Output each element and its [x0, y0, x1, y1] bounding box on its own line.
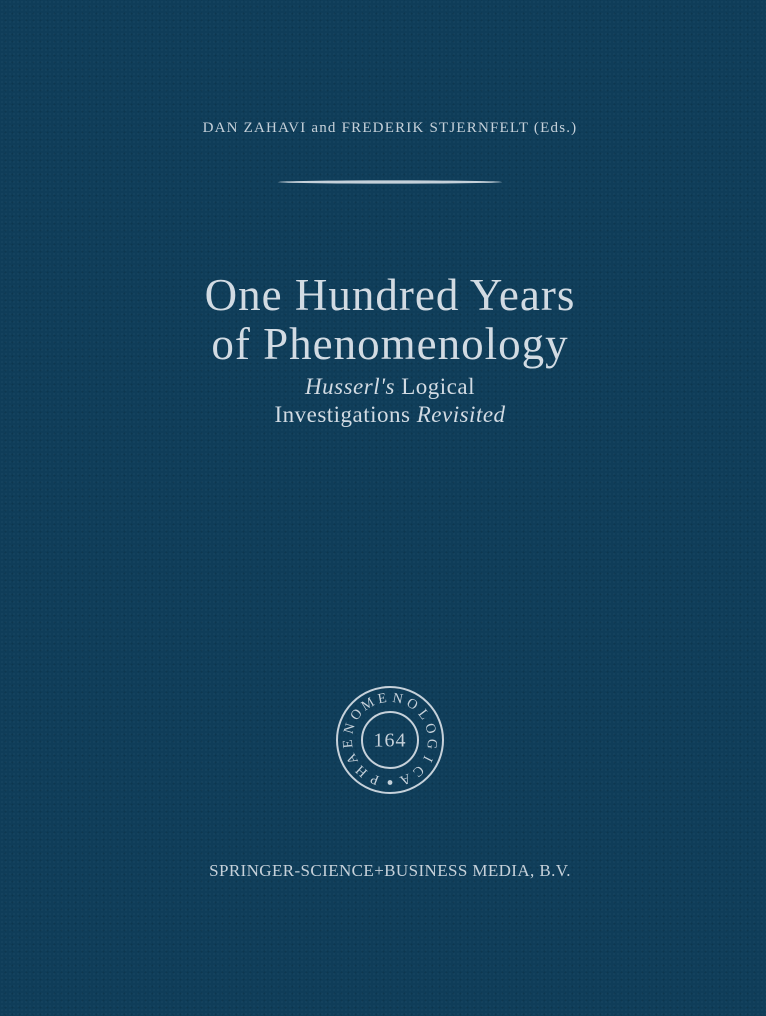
editors-line: DAN ZAHAVI and FREDERIK STJERNFELT (Eds.)	[202, 120, 578, 136]
title-line-2: of Phenomenology	[211, 319, 569, 369]
subtitle-line-1	[14, 373, 766, 401]
seal-ring-letter: G	[423, 738, 440, 750]
seal-ring-letter: E	[340, 738, 357, 749]
seal-ring-letter: N	[341, 721, 359, 736]
divider-rule	[275, 179, 505, 185]
seal-ring-letter: I	[419, 753, 435, 764]
publisher-line: SPRINGER-SCIENCE+BUSINESS MEDIA, B.V.	[209, 861, 571, 880]
seal-ring-letter: L	[414, 707, 432, 723]
seal-ring-letter: H	[353, 761, 371, 780]
seal-ring-letter: M	[358, 695, 378, 715]
phaenomenologica-seal-icon	[332, 682, 448, 798]
seal-ring-letter: O	[347, 706, 366, 724]
seal-ring-letter: C	[409, 761, 427, 780]
seal-volume-number: 164	[373, 729, 407, 752]
book-subtitle	[14, 373, 766, 429]
subtitle-husserls: Husserl's	[305, 374, 395, 399]
subtitle-line-2	[14, 401, 766, 429]
subtitle-logical: Logical	[394, 374, 475, 399]
book-title	[14, 271, 766, 369]
seal-ring-letter: A	[343, 750, 362, 767]
seal-ring-letter: N	[391, 690, 404, 708]
subtitle-revisited: Revisited	[410, 402, 506, 427]
subtitle-investigations: Investigations	[274, 402, 411, 427]
seal-ring-letter: E	[376, 691, 388, 708]
seal-separator-dot	[388, 780, 393, 785]
seal-ring-letter: O	[403, 695, 421, 714]
seal-ring-letter: P	[368, 770, 382, 788]
title-line-1: One Hundred Years	[204, 270, 576, 320]
cover-content	[14, 0, 766, 1016]
seal-ring-letter: O	[421, 721, 439, 736]
seal-ring-letter: A	[397, 769, 413, 788]
